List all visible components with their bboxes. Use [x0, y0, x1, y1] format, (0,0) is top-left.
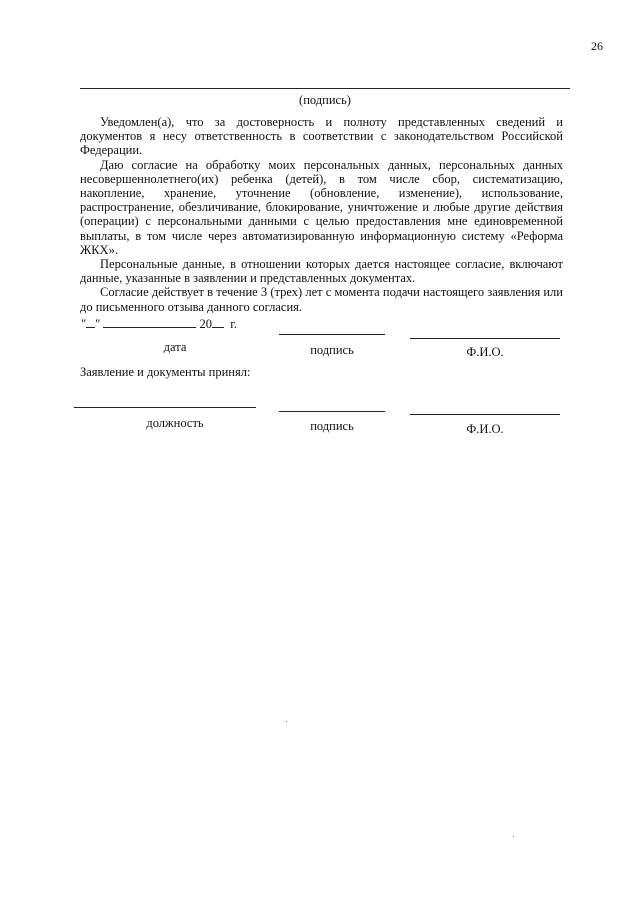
scan-speck: [286, 721, 287, 722]
consent-text: [80, 115, 563, 314]
paragraph-validity: Согласие действует в течение 3 (трех) лет с момента подачи настоящего заявления или до письменного отзыва данного согласия.: [80, 285, 563, 314]
applicant-signature-label: подпись: [310, 343, 354, 357]
official-position-line: [74, 407, 256, 408]
official-signature-label: подпись: [310, 419, 354, 433]
year-prefix: 20: [199, 317, 212, 331]
paragraph-consent-processing: Даю согласие на обработку моих персональных данных, персональных данных несовершеннолетнего(их) ребенка (детей), в том числе сбор, систематизацию, накопление, хранение, уточнение (обновление, изменение), использование, распространение, обезличивание, блокирование, уничтожение и любые другие действия (операции) с персональными данными с целью предоставления мне единовременной выплаты, в том числе через автоматизированную информационную систему «Реформа ЖКХ».: [80, 157, 563, 257]
applicant-signature-line: [279, 334, 385, 335]
applicant-name-line: [410, 338, 560, 339]
quote-close: ": [95, 317, 101, 331]
official-name-label: Ф.И.О.: [466, 422, 504, 436]
day-blank: [86, 315, 95, 328]
paragraph-personal-data: Персональные данные, в отношении которых дается настоящее согласие, включают данные, указанные в заявлении и представленных документах.: [80, 257, 563, 286]
applicant-name-label: Ф.И.О.: [466, 345, 504, 359]
official-name-line: [410, 414, 560, 415]
scan-speck: [513, 836, 514, 837]
accepted-heading: Заявление и документы принял:: [80, 365, 251, 379]
signature-caption-top: (подпись): [299, 93, 351, 107]
year-blank: [212, 315, 224, 328]
official-signature-line: [279, 411, 385, 412]
date-field: [81, 315, 237, 332]
year-suffix: г.: [230, 317, 238, 331]
quote-open: ": [81, 317, 87, 331]
official-position-label: должность: [146, 416, 204, 430]
signature-line-top: [80, 88, 570, 89]
month-blank: [103, 315, 196, 328]
page-number: 26: [591, 39, 603, 53]
applicant-date-label: дата: [163, 340, 187, 354]
paragraph-responsibility: Уведомлен(а), что за достоверность и полноту представленных сведений и документов я несу ответственность в соответствии с законодательством Российской Федерации.: [80, 115, 563, 158]
